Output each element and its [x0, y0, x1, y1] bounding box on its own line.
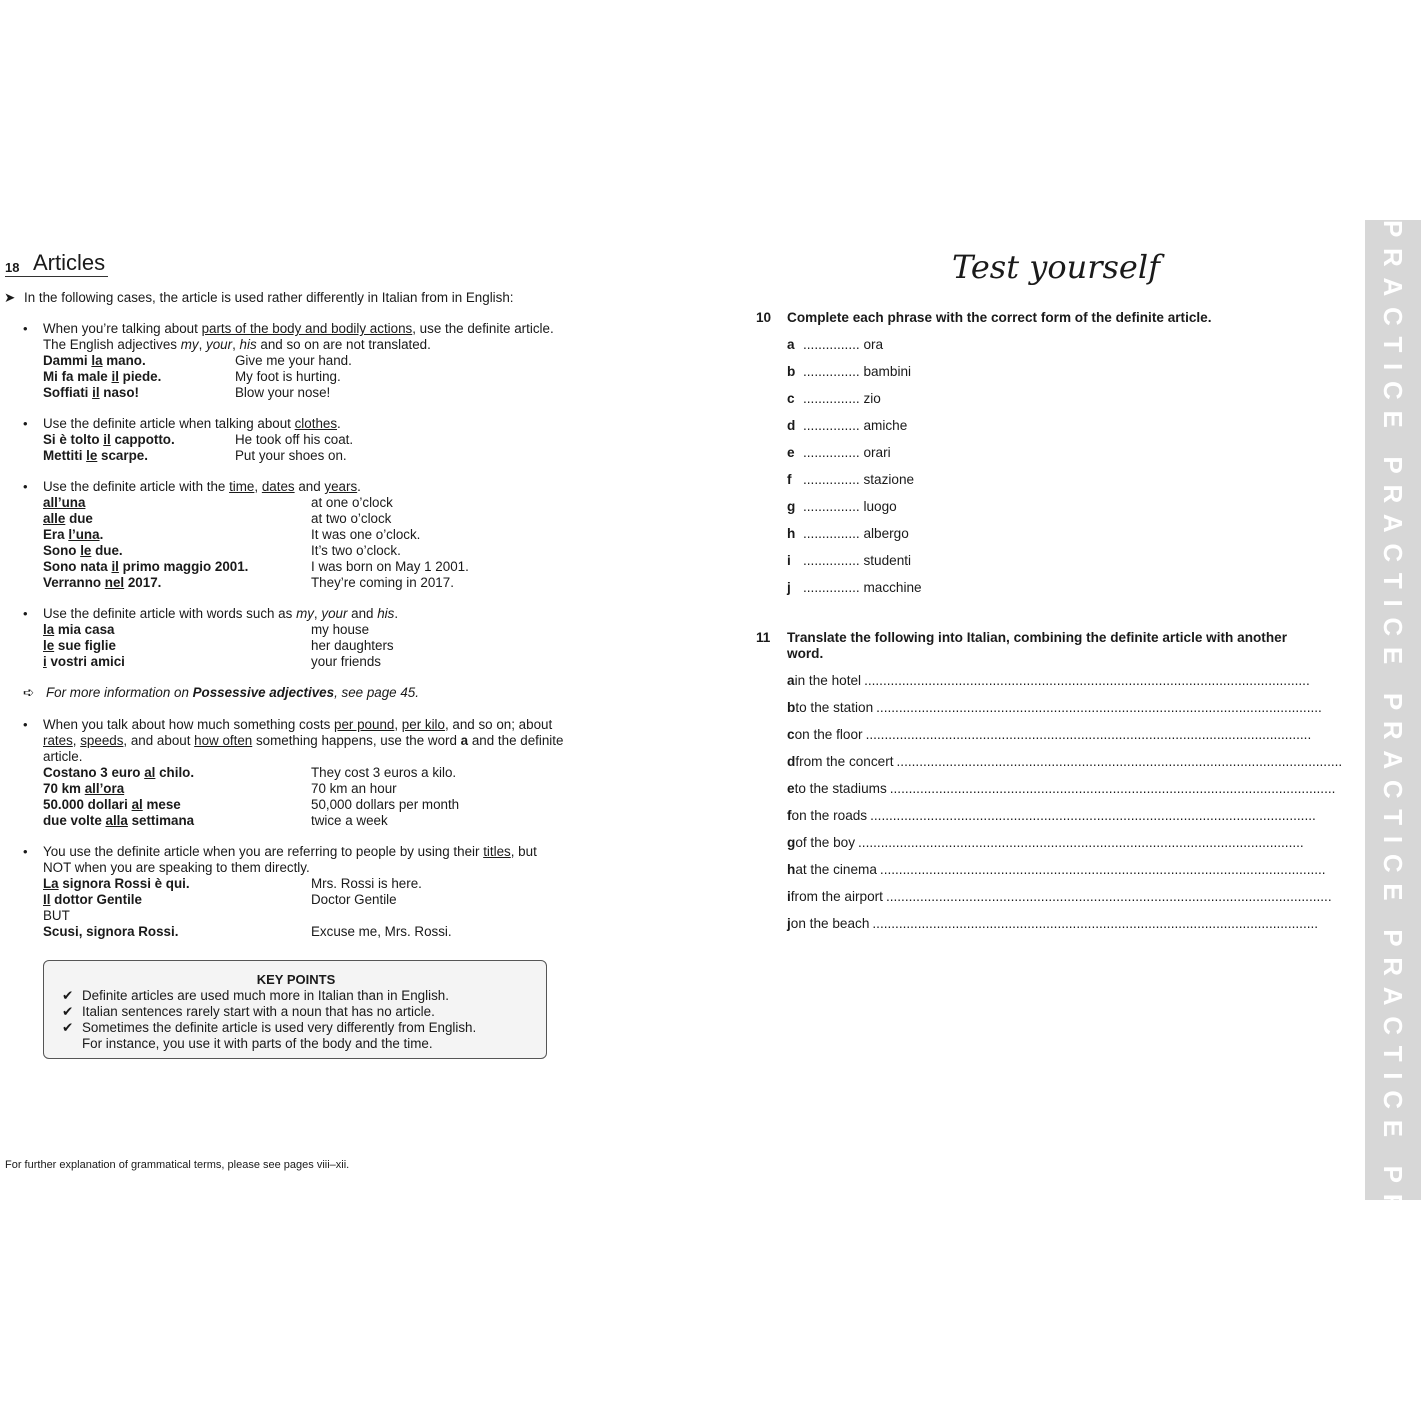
key-point-item: Sometimes the definite article is used very differently from English. — [82, 1020, 477, 1035]
test-yourself-title: Test yourself — [952, 248, 1160, 286]
question-instruction: Complete each phrase with the correct form of the definite article. — [787, 310, 1212, 325]
question-instruction-cont: word. — [787, 646, 824, 661]
example-english: her daughters — [311, 638, 394, 653]
check-icon: ✔ — [62, 988, 74, 1003]
page-number: 18 — [5, 260, 20, 275]
example-english: 50,000 dollars per month — [311, 797, 460, 812]
page-title: Articles — [33, 250, 106, 275]
answer-dots[interactable]: ...................................................................................................................... — [870, 808, 1316, 823]
bullet-time-dates: Use the definite article with the time, dates and years. — [43, 479, 361, 494]
answer-dots[interactable]: ...................................................................................................................... — [864, 673, 1310, 688]
example-italian: Costano 3 euro al chilo. — [43, 765, 195, 780]
example-italian: Mettiti le scarpe. — [43, 448, 148, 463]
question-number: 10 — [756, 310, 772, 325]
key-point-continuation: For instance, you use it with parts of the body and the time. — [82, 1036, 433, 1051]
exercise-item[interactable]: h ............... albergo — [787, 526, 909, 541]
translation-item[interactable]: e to the stadiums ...................................................................................................................... — [787, 781, 1336, 796]
translation-item[interactable]: j on the beach ...................................................................................................................... — [787, 916, 1319, 931]
question-instruction: Translate the following into Italian, combining the definite article with another — [787, 630, 1287, 645]
example-english: They cost 3 euros a kilo. — [311, 765, 457, 780]
page-footer: For further explanation of grammatical terms, please see pages viii–xii. — [5, 1159, 350, 1171]
example-italian: alle due — [43, 511, 93, 526]
example-italian: Sono nata il primo maggio 2001. — [43, 559, 249, 574]
example-english: It was one o’clock. — [311, 527, 421, 542]
translation-item[interactable]: d from the concert ...................................................................................................................... — [787, 754, 1343, 769]
exercise-item[interactable]: g ............... luogo — [787, 499, 897, 514]
bullet-titles-line2: NOT when you are speaking to them directly. — [43, 860, 310, 875]
example-english: Doctor Gentile — [311, 892, 397, 907]
translation-item[interactable]: g of the boy ...................................................................................................................... — [787, 835, 1304, 850]
example-english: at two o’clock — [311, 511, 392, 526]
title-underline — [5, 276, 108, 277]
example-italian: Si è tolto il cappotto. — [43, 432, 175, 447]
bullet-icon: • — [23, 479, 28, 494]
cross-ref-arrow-icon: ➪ — [23, 685, 35, 700]
exercise-item[interactable]: f ............... stazione — [787, 472, 915, 487]
translation-item[interactable]: b to the station ...................................................................................................................... — [787, 700, 1322, 715]
example-italian: i vostri amici — [43, 654, 125, 669]
bullet-icon: • — [23, 606, 28, 621]
example-italian: Soffiati il naso! — [43, 385, 139, 400]
example-english: Excuse me, Mrs. Rossi. — [311, 924, 452, 939]
example-italian: Dammi la mano. — [43, 353, 146, 368]
example-english: My foot is hurting. — [235, 369, 341, 384]
translation-item[interactable]: i from the airport ...................................................................................................................... — [787, 889, 1332, 904]
key-points-title: KEY POINTS — [256, 972, 336, 987]
answer-dots[interactable]: ...................................................................................................................... — [865, 727, 1312, 742]
question-number: 11 — [756, 630, 771, 645]
answer-dots[interactable]: ...................................................................................................................... — [885, 889, 1332, 904]
example-english: They’re coming in 2017. — [311, 575, 454, 590]
example-english: 70 km an hour — [311, 781, 397, 796]
bullet-titles-line1: You use the definite article when you are referring to people by using their titles, but — [43, 844, 537, 859]
exercise-item[interactable]: a ............... ora — [787, 337, 884, 352]
intro-arrow-icon: ➤ — [4, 290, 16, 305]
example-italian: Mi fa male il piede. — [43, 369, 162, 384]
translation-item[interactable]: a in the hotel ...................................................................................................................... — [787, 673, 1310, 688]
but-label: BUT — [43, 908, 70, 923]
example-italian: le sue figlie — [43, 638, 116, 653]
example-italian: la mia casa — [43, 622, 115, 637]
example-italian: 50.000 dollari al mese — [43, 797, 181, 812]
example-italian: Era l’una. — [43, 527, 104, 542]
bullet-icon: • — [23, 416, 28, 431]
example-english: He took off his coat. — [235, 432, 354, 447]
example-italian: Scusi, signora Rossi. — [43, 924, 179, 939]
key-point-item: Italian sentences rarely start with a noun that has no article. — [82, 1004, 435, 1019]
bullet-body-parts-line1: When you’re talking about parts of the body and bodily actions, use the definite article. — [43, 321, 554, 336]
answer-dots[interactable]: ...................................................................................................................... — [872, 916, 1319, 931]
bullet-prices-rates-line2: rates, speeds, and about how often something happens, use the word a and the definite — [43, 733, 564, 748]
example-english: your friends — [311, 654, 381, 669]
intro-text: In the following cases, the article is used rather differently in Italian from in English: — [24, 290, 514, 305]
translation-item[interactable]: h at the cinema ...................................................................................................................... — [787, 862, 1326, 877]
bullet-icon: • — [23, 844, 28, 859]
example-italian: all’una — [43, 495, 86, 510]
example-english: It’s two o’clock. — [311, 543, 401, 558]
example-italian: due volte alla settimana — [43, 813, 195, 828]
bullet-icon: • — [23, 321, 28, 336]
exercise-item[interactable]: b ............... bambini — [787, 364, 912, 379]
exercise-item[interactable]: d ............... amiche — [787, 418, 908, 433]
example-english: Give me your hand. — [235, 353, 352, 368]
example-english: I was born on May 1 2001. — [311, 559, 469, 574]
example-english: twice a week — [311, 813, 388, 828]
example-english: Mrs. Rossi is here. — [311, 876, 422, 891]
example-italian: Verranno nel 2017. — [43, 575, 162, 590]
exercise-item[interactable]: e ............... orari — [787, 445, 891, 460]
answer-dots[interactable]: ...................................................................................................................... — [879, 862, 1326, 877]
check-icon: ✔ — [62, 1004, 74, 1019]
answer-dots[interactable]: ...................................................................................................................... — [889, 781, 1336, 796]
bullet-icon: • — [23, 717, 28, 732]
translation-item[interactable]: f on the roads ...................................................................................................................... — [787, 808, 1316, 823]
example-italian: 70 km all’ora — [43, 781, 125, 796]
example-english: at one o’clock — [311, 495, 393, 510]
answer-dots[interactable]: ...................................................................................................................... — [876, 700, 1322, 715]
example-english: Put your shoes on. — [235, 448, 347, 463]
answer-dots[interactable]: ...................................................................................................................... — [896, 754, 1343, 769]
exercise-item[interactable]: j ............... macchine — [787, 580, 922, 595]
cross-reference[interactable]: For more information on Possessive adjectives, see page 45. — [46, 685, 419, 700]
example-italian: Sono le due. — [43, 543, 123, 558]
bullet-prices-rates-line3: article. — [43, 749, 83, 764]
practice-sidebar-label: PRACTICE PRACTICE PRACTICE PRACTICE PRACTICE — [1378, 220, 1408, 1385]
check-icon: ✔ — [62, 1020, 74, 1035]
exercise-item[interactable]: c ............... zio — [787, 391, 881, 406]
example-english: Blow your nose! — [235, 385, 331, 400]
example-italian: Il dottor Gentile — [43, 892, 142, 907]
translation-item[interactable]: c on the floor ...................................................................................................................... — [787, 727, 1312, 742]
key-points-box — [43, 960, 547, 1059]
key-point-item: Definite articles are used much more in Italian than in English. — [82, 988, 449, 1003]
example-italian: La signora Rossi è qui. — [43, 876, 190, 891]
bullet-clothes: Use the definite article when talking about clothes. — [43, 416, 341, 431]
bullet-body-parts-line2: The English adjectives my, your, his and so on are not translated. — [43, 337, 431, 352]
bullet-prices-rates-line1: When you talk about how much something costs per pound, per kilo, and so on; about — [43, 717, 553, 732]
exercise-item[interactable]: i ............... studenti — [787, 553, 912, 568]
answer-dots[interactable]: ...................................................................................................................... — [858, 835, 1304, 850]
example-english: my house — [311, 622, 370, 637]
bullet-possessives: Use the definite article with words such as my, your and his. — [43, 606, 399, 621]
